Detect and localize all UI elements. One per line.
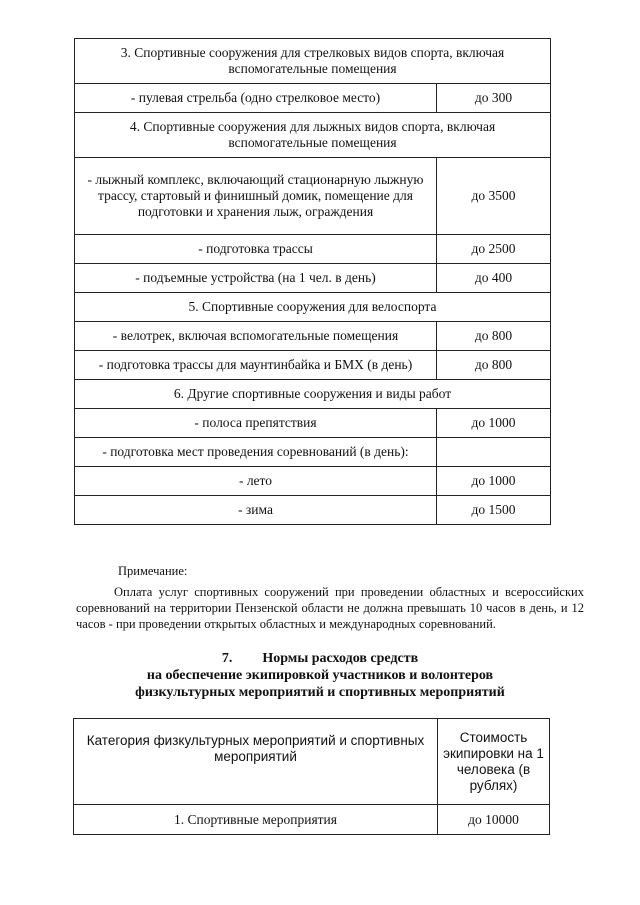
item-cost-cell: до 1000 [437,409,551,438]
note-text: Оплата услуг спортивных сооружений при проведении областных и всероссийских соревнований на территории Пензенской области не должна превышать 10 часов в день, и 12 часов - при проведении открытых областных и международных соревнований. [76,585,584,631]
item-cost-cell: до 3500 [437,158,551,235]
section-7-title-line [60,650,580,667]
item-cost-cell: до 300 [437,84,551,113]
item-name-cell: - подготовка трассы для маунтинбайка и БМХ (в день) [75,351,437,380]
table-row [75,39,551,84]
item-name-cell: - подъемные устройства (на 1 чел. в день) [75,264,437,293]
item-cost-cell: до 1500 [437,496,551,525]
equipment-cost-table [73,718,550,835]
section-header-cell: 3. Спортивные сооружения для стрелковых видов спорта, включая вспомогательные помещения [75,39,551,84]
sports-facilities-cost-table [74,38,551,525]
category-name-cell: 1. Спортивные мероприятия [74,805,438,835]
table-row [75,438,551,467]
item-name-cell: - пулевая стрельба (одно стрелковое место) [75,84,437,113]
table-row [75,409,551,438]
table-header-row [74,719,550,805]
item-name-cell: - подготовка трассы [75,235,437,264]
item-name-cell: - лето [75,467,437,496]
item-cost-cell: до 2500 [437,235,551,264]
table-row [75,158,551,235]
item-name-cell: - зима [75,496,437,525]
section-header-cell: 4. Спортивные сооружения для лыжных видов спорта, включая вспомогательные помещения [75,113,551,158]
item-name-cell: - лыжный комплекс, включающий стационарную лыжную трассу, стартовый и финишный домик, помещение для подготовки и хранения лыж, ограждения [75,158,437,235]
table-row [75,351,551,380]
category-cost-cell: до 10000 [438,805,550,835]
table-row [75,84,551,113]
item-name-cell: - велотрек, включая вспомогательные помещения [75,322,437,351]
item-cost-cell [437,438,551,467]
table-row [75,113,551,158]
table-row [75,496,551,525]
item-cost-cell: до 800 [437,351,551,380]
section-7-title: Нормы расходов средств [262,651,419,666]
table-row [75,322,551,351]
item-cost-cell: до 1000 [437,467,551,496]
section-header-cell: 6. Другие спортивные сооружения и виды работ [75,380,551,409]
item-name-cell: - подготовка мест проведения соревнований (в день): [75,438,437,467]
item-cost-cell: до 800 [437,322,551,351]
item-cost-cell: до 400 [437,264,551,293]
table-row [75,293,551,322]
section-header-cell: 5. Спортивные сооружения для велоспорта [75,293,551,322]
note-label: Примечание: [118,564,188,578]
table-row [75,235,551,264]
table-row [75,380,551,409]
section-7-subtitle-line-2: физкультурных мероприятий и спортивных мероприятий [135,685,505,700]
section-7-number: 7. [221,651,233,666]
section-7-subtitle-line-1: на обеспечение экипировкой участников и волонтеров [146,668,494,683]
item-name-cell: - полоса препятствия [75,409,437,438]
table-row [75,467,551,496]
header-category-cell: Категория физкультурных мероприятий и спортивных мероприятий [74,719,438,805]
table-row [74,805,550,835]
header-cost-cell: Стоимость экипировки на 1 человека (в рублях) [438,719,550,805]
table-row [75,264,551,293]
section-7-heading [60,650,580,701]
